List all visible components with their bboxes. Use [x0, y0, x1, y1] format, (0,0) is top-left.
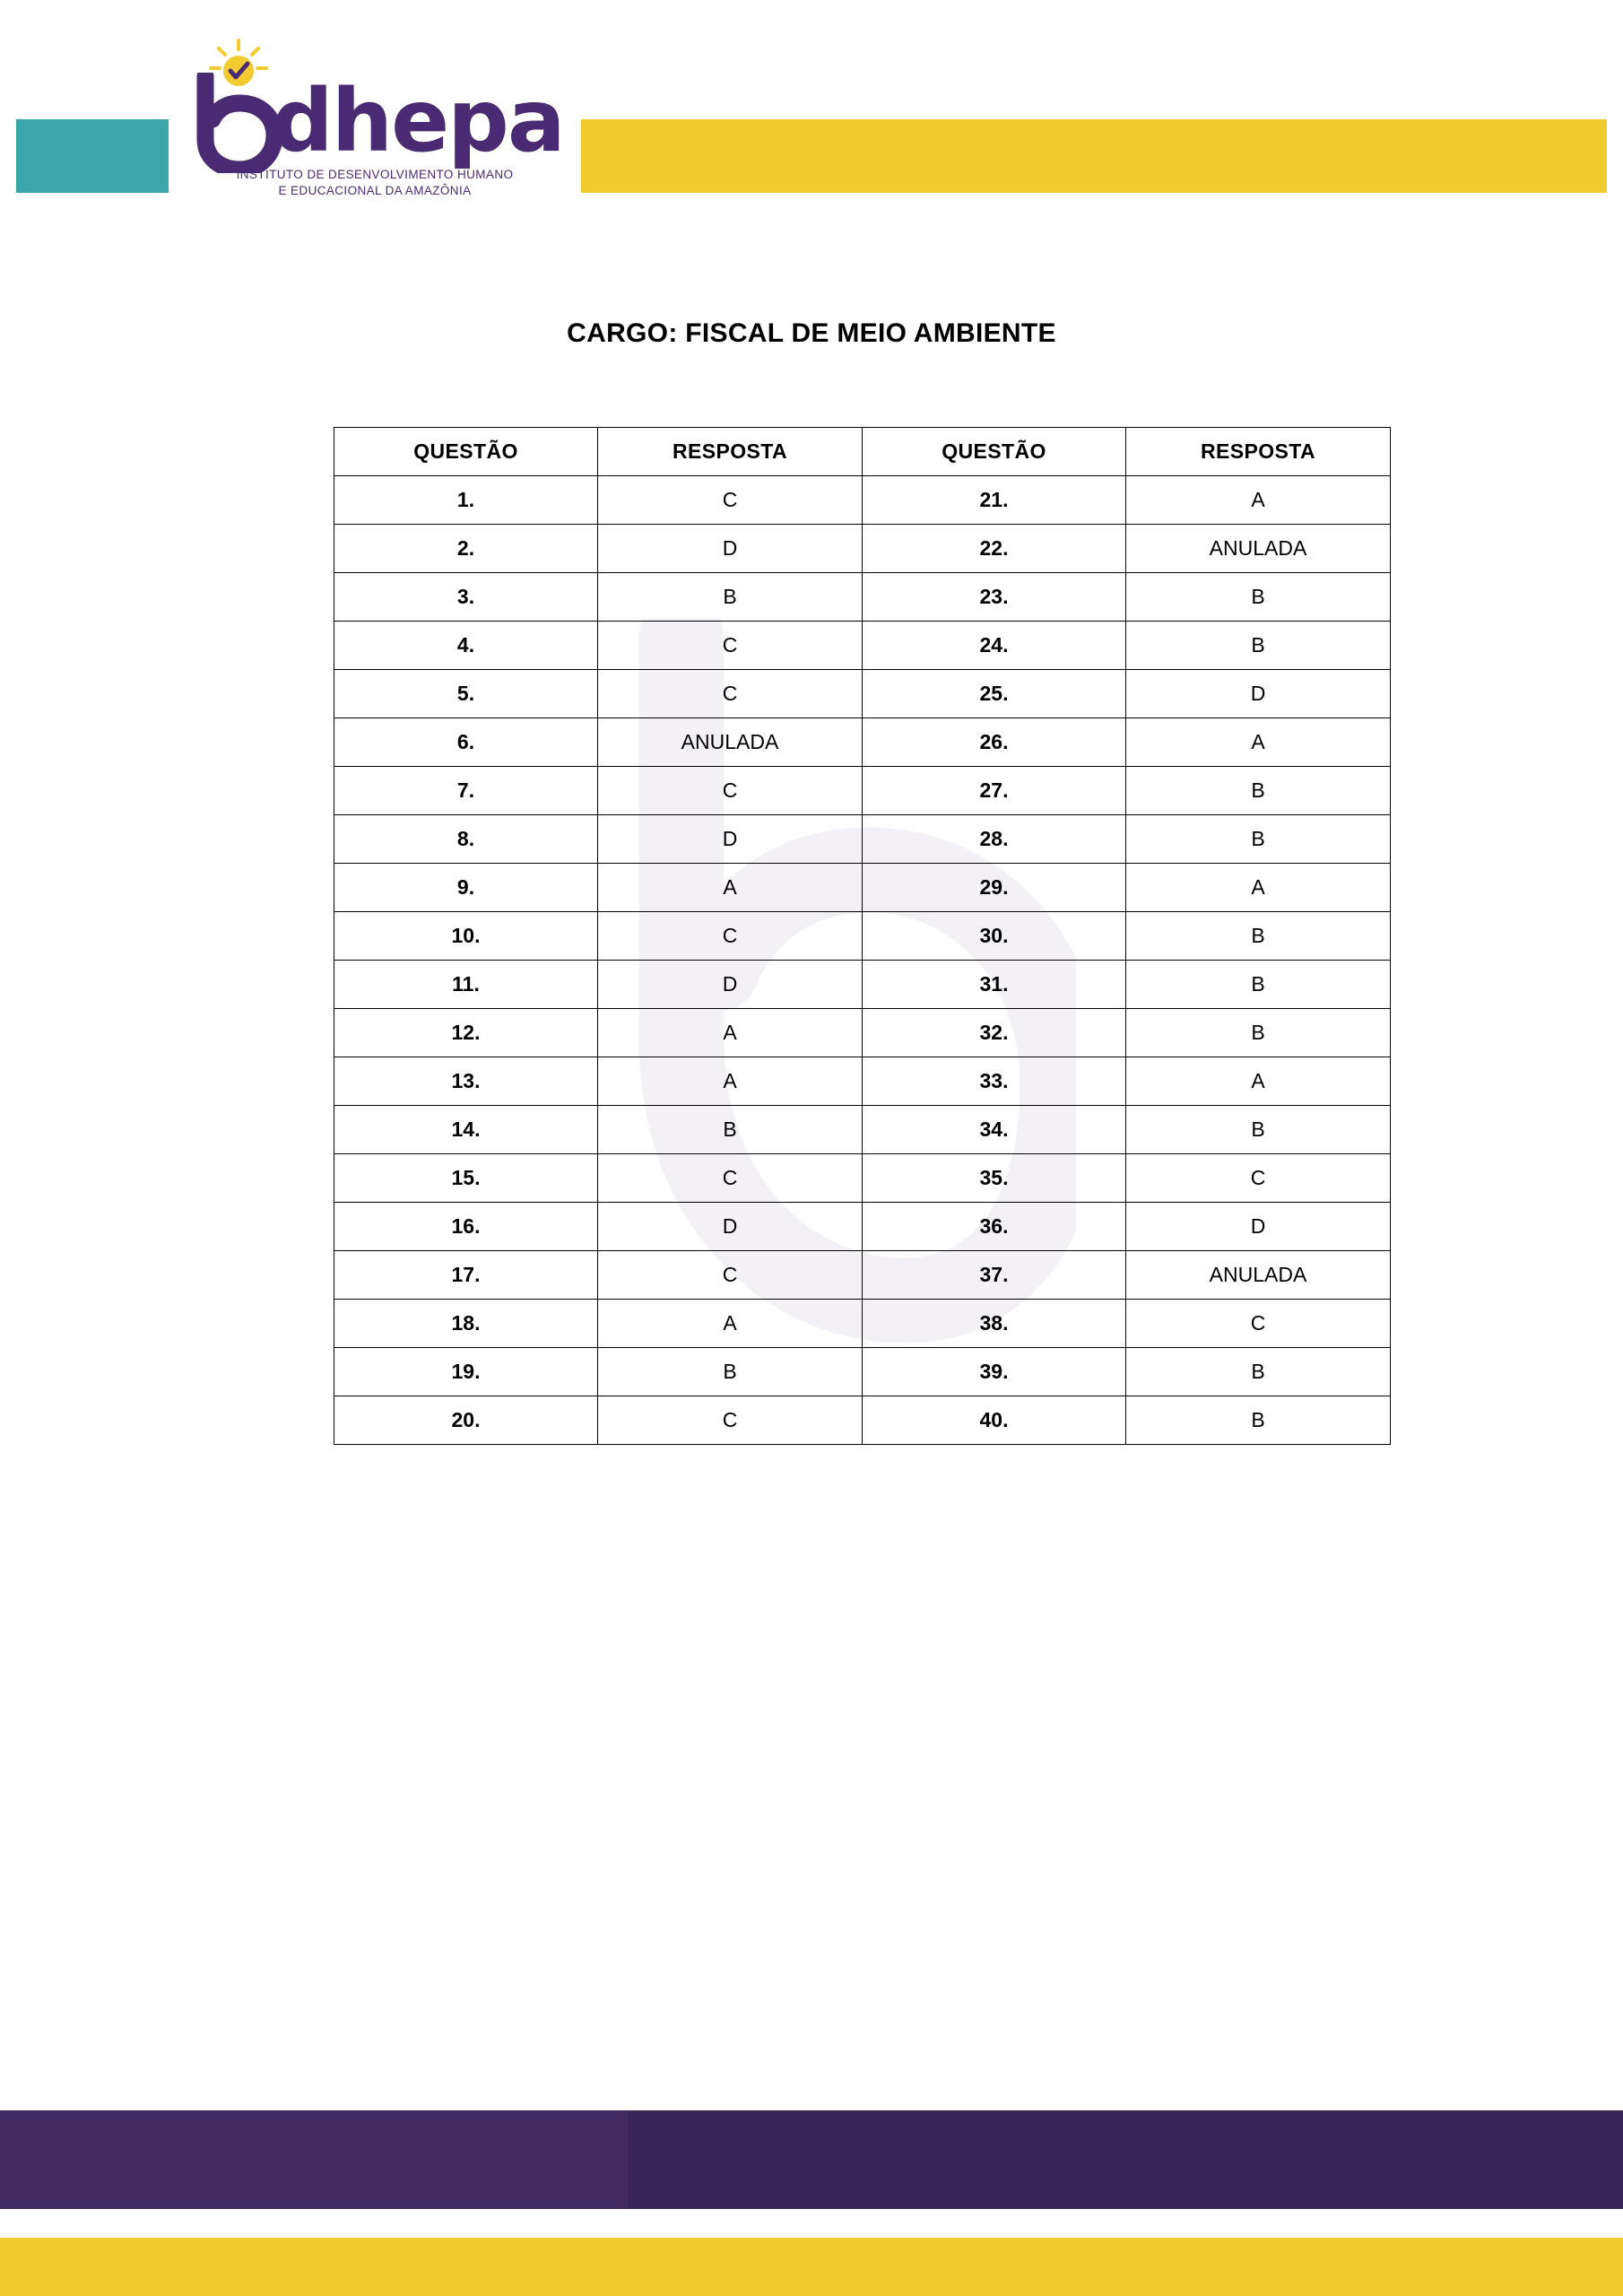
question-number-left: 8.	[334, 815, 598, 864]
table-row	[334, 1348, 1391, 1396]
header-resposta-1: RESPOSTA	[598, 428, 863, 476]
answer-key-table	[334, 427, 1391, 1445]
answer-right: B	[1126, 1009, 1391, 1057]
logo-mark	[182, 31, 568, 179]
question-number-left: 17.	[334, 1251, 598, 1300]
footer-yellow-band	[0, 2238, 1623, 2296]
question-number-left: 19.	[334, 1348, 598, 1396]
question-number-right: 29.	[863, 864, 1126, 912]
answer-left: C	[598, 767, 863, 815]
question-number-right: 31.	[863, 961, 1126, 1009]
table-header-row	[334, 428, 1391, 476]
table-row	[334, 767, 1391, 815]
question-number-right: 27.	[863, 767, 1126, 815]
table-row	[334, 670, 1391, 718]
question-number-left: 4.	[334, 622, 598, 670]
table-row	[334, 573, 1391, 622]
answer-left: B	[598, 1106, 863, 1154]
answer-right: B	[1126, 573, 1391, 622]
question-number-left: 15.	[334, 1154, 598, 1203]
question-number-right: 38.	[863, 1300, 1126, 1348]
header-resposta-2: RESPOSTA	[1126, 428, 1391, 476]
logo-subtitle-line2: E EDUCACIONAL DA AMAZÔNIA	[278, 184, 472, 197]
question-number-left: 6.	[334, 718, 598, 767]
answer-left: D	[598, 1203, 863, 1251]
table-row	[334, 1009, 1391, 1057]
answer-right: C	[1126, 1300, 1391, 1348]
header-yellow-band	[578, 119, 1607, 193]
answer-right: B	[1126, 961, 1391, 1009]
table-row	[334, 961, 1391, 1009]
answer-right: B	[1126, 815, 1391, 864]
question-number-right: 34.	[863, 1106, 1126, 1154]
question-number-left: 20.	[334, 1396, 598, 1445]
answer-left: C	[598, 670, 863, 718]
question-number-right: 36.	[863, 1203, 1126, 1251]
table-row	[334, 622, 1391, 670]
question-number-right: 39.	[863, 1348, 1126, 1396]
question-number-left: 9.	[334, 864, 598, 912]
page-header	[0, 0, 1623, 269]
question-number-left: 12.	[334, 1009, 598, 1057]
answer-right: D	[1126, 670, 1391, 718]
question-number-left: 13.	[334, 1057, 598, 1106]
logo-wordmark: dhepa	[272, 71, 564, 171]
question-number-left: 5.	[334, 670, 598, 718]
answer-right: A	[1126, 718, 1391, 767]
question-number-right: 21.	[863, 476, 1126, 525]
header-questao-2: QUESTÃO	[863, 428, 1126, 476]
answer-left: D	[598, 525, 863, 573]
question-number-left: 16.	[334, 1203, 598, 1251]
answer-left: C	[598, 1154, 863, 1203]
answer-right: B	[1126, 622, 1391, 670]
answer-right: B	[1126, 1348, 1391, 1396]
table-row	[334, 1300, 1391, 1348]
question-number-right: 37.	[863, 1251, 1126, 1300]
header-teal-band	[16, 119, 169, 193]
answer-left: B	[598, 573, 863, 622]
table-row	[334, 1154, 1391, 1203]
answer-left: C	[598, 912, 863, 961]
table-row	[334, 718, 1391, 767]
answer-left: A	[598, 1300, 863, 1348]
answer-left: D	[598, 961, 863, 1009]
answer-left: ANULADA	[598, 718, 863, 767]
question-number-left: 3.	[334, 573, 598, 622]
table-row	[334, 1057, 1391, 1106]
answer-left: A	[598, 1009, 863, 1057]
answer-left: B	[598, 1348, 863, 1396]
table-row	[334, 1396, 1391, 1445]
answer-left: C	[598, 1396, 863, 1445]
question-number-left: 10.	[334, 912, 598, 961]
answer-left: A	[598, 1057, 863, 1106]
answer-right: D	[1126, 1203, 1391, 1251]
header-questao-1: QUESTÃO	[334, 428, 598, 476]
question-number-right: 35.	[863, 1154, 1126, 1203]
question-number-left: 14.	[334, 1106, 598, 1154]
answer-left: D	[598, 815, 863, 864]
table-row	[334, 815, 1391, 864]
question-number-right: 22.	[863, 525, 1126, 573]
question-number-left: 2.	[334, 525, 598, 573]
institute-logo	[169, 31, 581, 238]
logo-subtitle-line1: INSTITUTO DE DESENVOLVIMENTO HUMANO	[236, 168, 514, 181]
question-number-right: 24.	[863, 622, 1126, 670]
answer-right: ANULADA	[1126, 525, 1391, 573]
question-number-right: 40.	[863, 1396, 1126, 1445]
answer-right: A	[1126, 864, 1391, 912]
answer-right: B	[1126, 1396, 1391, 1445]
answer-right: ANULADA	[1126, 1251, 1391, 1300]
logo-b-glyph	[187, 73, 282, 173]
answer-left: A	[598, 864, 863, 912]
question-number-left: 11.	[334, 961, 598, 1009]
answer-right: B	[1126, 1106, 1391, 1154]
question-number-right: 28.	[863, 815, 1126, 864]
answer-left: C	[598, 1251, 863, 1300]
table-row	[334, 1203, 1391, 1251]
question-number-right: 23.	[863, 573, 1126, 622]
answer-left: C	[598, 622, 863, 670]
answer-right: B	[1126, 912, 1391, 961]
question-number-right: 26.	[863, 718, 1126, 767]
table-row	[334, 525, 1391, 573]
answer-right: B	[1126, 767, 1391, 815]
question-number-left: 7.	[334, 767, 598, 815]
answer-left: C	[598, 476, 863, 525]
question-number-right: 32.	[863, 1009, 1126, 1057]
page-title: CARGO: FISCAL DE MEIO AMBIENTE	[567, 318, 1056, 348]
footer-purple-band-dark	[628, 2110, 1623, 2209]
answer-right: A	[1126, 476, 1391, 525]
table-row	[334, 1251, 1391, 1300]
answer-right: C	[1126, 1154, 1391, 1203]
table-row	[334, 1106, 1391, 1154]
answer-right: A	[1126, 1057, 1391, 1106]
table-row	[334, 476, 1391, 525]
table-row	[334, 912, 1391, 961]
question-number-right: 30.	[863, 912, 1126, 961]
question-number-left: 1.	[334, 476, 598, 525]
question-number-left: 18.	[334, 1300, 598, 1348]
table-row	[334, 864, 1391, 912]
question-number-right: 33.	[863, 1057, 1126, 1106]
question-number-right: 25.	[863, 670, 1126, 718]
